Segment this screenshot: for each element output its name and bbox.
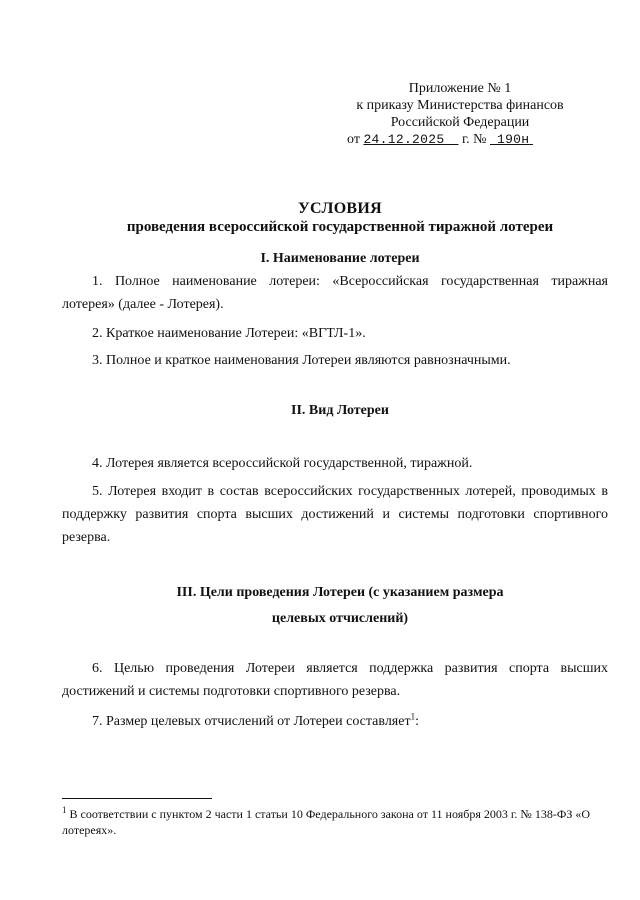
date-underline	[444, 132, 458, 147]
footnote-separator	[62, 798, 212, 799]
date-prefix: от	[347, 132, 360, 147]
paragraph-3: 3. Полное и краткое наименования Лотереи являются равнозначными.	[92, 353, 511, 368]
number-underline-pre	[490, 132, 497, 147]
number-underline-post	[529, 132, 533, 147]
appendix-header	[330, 80, 590, 148]
paragraph-1: 1. Полное наименование лотереи: «Всероссийская государственная тиражная лотерея» (далее - Лотерея).	[62, 274, 608, 312]
footnote	[62, 806, 608, 838]
paragraph-6: 6. Целью проведения Лотереи является поддержка развития спорта высших достижений и системы подготовки спортивного резерва.	[62, 661, 608, 699]
title-subtitle: проведения всероссийской государственной тиражной лотереи	[126, 219, 554, 235]
order-date: 24.12.2025	[363, 132, 445, 147]
order-number: 190н	[496, 132, 530, 147]
title-main: УСЛОВИЯ	[297, 200, 383, 217]
section-1-heading: I. Наименование лотереи	[260, 251, 420, 266]
paragraph-5: 5. Лотерея входит в состав всероссийских государственных лотерей, проводимых в поддержку развития спорта высших достижений и системы подготовки спортивного резерва.	[62, 484, 608, 545]
footnote-ref-1: 1	[410, 711, 416, 722]
paragraph-7-colon: :	[415, 714, 419, 729]
paragraph-2: 2. Краткое наименование Лотереи: «ВГТЛ-1».	[92, 326, 366, 341]
footnote-marker: 1	[62, 805, 67, 815]
paragraph-4: 4. Лотерея является всероссийской государственной, тиражной.	[92, 456, 473, 471]
paragraph-7-text: 7. Размер целевых отчислений от Лотереи составляет	[92, 714, 411, 729]
appendix-date-line	[330, 131, 590, 148]
number-prefix: г. №	[461, 132, 487, 147]
document-title	[60, 200, 620, 236]
appendix-order-line: к приказу Министерства финансов	[356, 98, 564, 113]
footnote-text: В соответствии с пунктом 2 части 1 статьи 10 Федерального закона от 11 ноября 2003 г. № 138-ФЗ «О лотереях».	[62, 807, 591, 837]
appendix-title: Приложение № 1	[408, 81, 512, 96]
section-2-heading: II. Вид Лотереи	[291, 403, 389, 418]
appendix-ministry-line: Российской Федерации	[390, 115, 530, 130]
section-3-heading-line1: III. Цели проведения Лотереи (с указанием размера	[176, 585, 504, 600]
paragraph-7	[62, 710, 608, 733]
section-3-heading-line2: целевых отчислений)	[271, 611, 409, 626]
